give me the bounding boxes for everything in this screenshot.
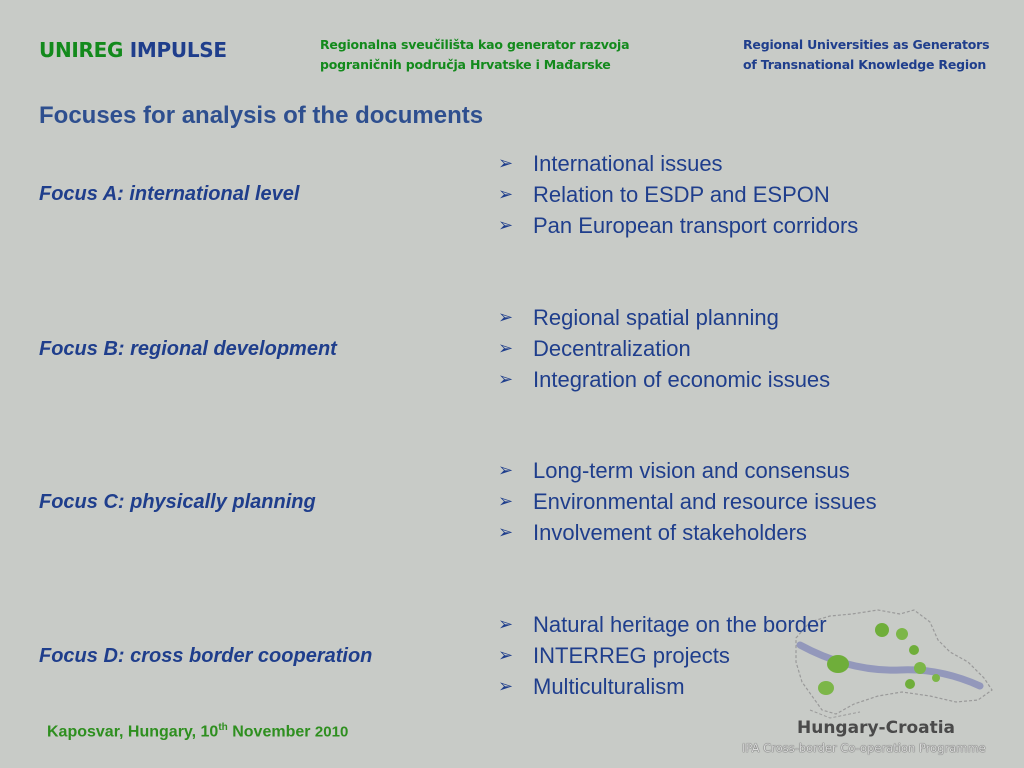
list-item: ➢ Pan European transport corridors — [498, 210, 858, 241]
english-subtitle — [743, 35, 989, 75]
focus-c-label: Focus C: physically planning — [39, 491, 316, 513]
arrow-bullet-icon: ➢ — [498, 338, 514, 359]
croatian-subtitle — [320, 35, 629, 75]
list-item: ➢ INTERREG projects — [498, 640, 827, 671]
list-item: ➢ Environmental and resource issues — [498, 486, 877, 517]
arrow-bullet-icon: ➢ — [498, 153, 514, 174]
focus-c-list — [498, 455, 877, 548]
croatian-subtitle-line1: Regionalna sveučilišta kao generator razvoja — [320, 37, 630, 52]
arrow-bullet-icon: ➢ — [498, 522, 514, 543]
focus-b-list — [498, 302, 830, 395]
list-item: ➢ Multiculturalism — [498, 671, 827, 702]
list-item: ➢ Relation to ESDP and ESPON — [498, 179, 858, 210]
list-item: ➢ International issues — [498, 148, 858, 179]
arrow-bullet-icon: ➢ — [498, 184, 514, 205]
focus-a-label: Focus A: international level — [39, 183, 300, 205]
footer-date-location: Kaposvar, Hungary, 10th November 2010 — [47, 722, 349, 741]
list-item: ➢ Long-term vision and consensus — [498, 455, 877, 486]
focus-d-label: Focus D: cross border cooperation — [39, 645, 373, 667]
arrow-bullet-icon: ➢ — [498, 491, 514, 512]
logo-impulse: IMPULSE — [129, 38, 227, 62]
arrow-bullet-icon: ➢ — [498, 307, 514, 328]
focus-b-label: Focus B: regional development — [39, 338, 337, 360]
list-item: ➢ Integration of economic issues — [498, 364, 830, 395]
arrow-bullet-icon: ➢ — [498, 614, 514, 635]
arrow-bullet-icon: ➢ — [498, 676, 514, 697]
slide-title: Focuses for analysis of the documents — [39, 102, 484, 129]
focus-a-list — [498, 148, 858, 241]
list-item: ➢ Natural heritage on the border — [498, 609, 827, 640]
list-item: ➢ Involvement of stakeholders — [498, 517, 877, 548]
arrow-bullet-icon: ➢ — [498, 645, 514, 666]
list-item: ➢ Regional spatial planning — [498, 302, 830, 333]
programme-logo-subtitle: IPA Cross-border Co-operation Programme — [742, 741, 986, 755]
programme-logo-title: Hungary-Croatia — [797, 718, 956, 738]
unireg-impulse-logo — [39, 38, 227, 62]
english-subtitle-line2: of Transnational Knowledge Region — [743, 57, 987, 72]
list-item: ➢ Decentralization — [498, 333, 830, 364]
focus-d-list — [498, 609, 827, 702]
english-subtitle-line1: Regional Universities as Generators — [743, 37, 990, 52]
arrow-bullet-icon: ➢ — [498, 460, 514, 481]
arrow-bullet-icon: ➢ — [498, 369, 514, 390]
logo-unireg: UNIREG — [39, 38, 124, 62]
croatian-subtitle-line2: pograničnih područja Hrvatske i Mađarske — [320, 57, 611, 72]
arrow-bullet-icon: ➢ — [498, 215, 514, 236]
